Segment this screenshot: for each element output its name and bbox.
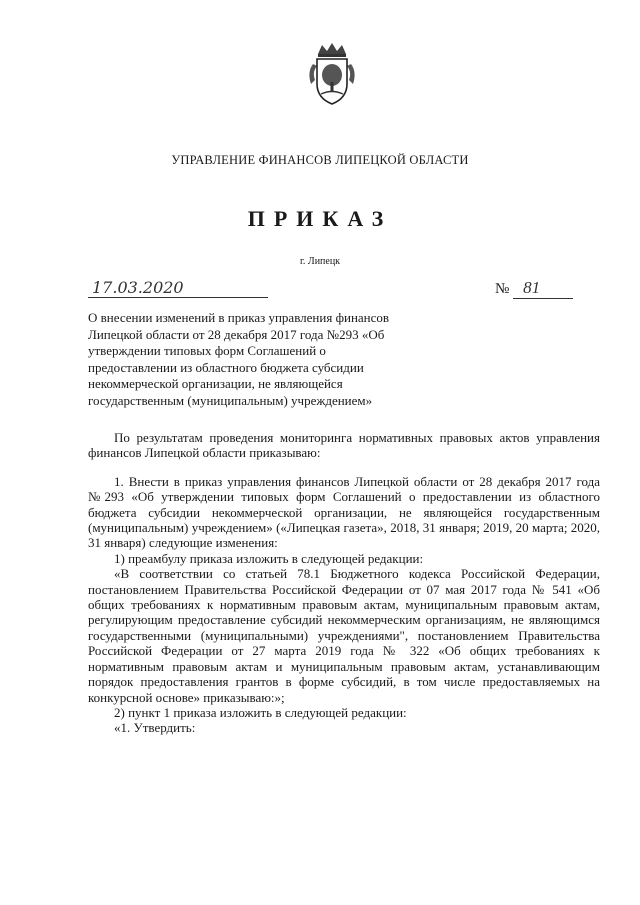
number-label: № xyxy=(495,281,510,297)
handwritten-date: 17.03.2020 xyxy=(88,278,268,298)
city-label: г. Липецк xyxy=(299,256,341,267)
paragraph: 1) преамбулу приказа изложить в следующей редакции: xyxy=(114,550,424,566)
handwritten-number: 81 xyxy=(513,278,573,299)
paragraph: «1. Утвердить: xyxy=(114,720,196,736)
paragraph: 1. Внести в приказ управления финансов Липецкой области от 28 декабря 2017 года №293 «Об утверждении типовых форм Соглашений о предоставлении из областного бюджета субсидии некоммерческой организации, не являющейся государственным (муниципальным) учреждением» («Липецкая газета», 2018, 31 января; 2019, 20 марта; 2020, 31 января) следующие изменения: xyxy=(88,473,600,551)
organization-name: УПРАВЛЕНИЕ ФИНАНСОВ ЛИПЕЦКОЙ ОБЛАСТИ xyxy=(171,153,469,167)
document-number xyxy=(495,278,573,298)
paragraph: 2) пункт 1 приказа изложить в следующей редакции: xyxy=(114,704,407,720)
order-subject: О внесении изменений в приказ управления финансов Липецкой области от 28 декабря 2017 года №293 «Об утверждении типовых форм Соглашений о предоставлении из областного бюджета субсидии некоммерческой организации, не являющейся государственным (муниципальным) учреждением» xyxy=(88,310,390,408)
coat-of-arms-emblem xyxy=(303,42,361,108)
order-body xyxy=(88,430,600,736)
paragraph: По результатам проведения мониторинга нормативных правовых актов управления финансов Липецкой области приказываю: xyxy=(88,430,600,461)
document-title: ПРИКАЗ xyxy=(247,206,393,231)
paragraph: «В соответствии со статьей 78.1 Бюджетного кодекса Российской Федерации, постановлением Правительства Российской Федерации от 07 мая 2017 года № 541 «Об общих требованиях к нормативным правовым актам, муниципальным правовым актам, регулирующим предоставление субсидий некоммерческим организациям, не являющимся государственными (муниципальными) учреждениями", постановлением Правительства Российской Федерации от 27 марта 2019 года № 322 «Об общих требованиях к нормативным правовым актам и муниципальным правовым актам, устанавливающим порядок предоставления грантов в форме субсидий, в том числе предоставляемых на конкурсной основе» приказываю:»; xyxy=(88,566,600,705)
